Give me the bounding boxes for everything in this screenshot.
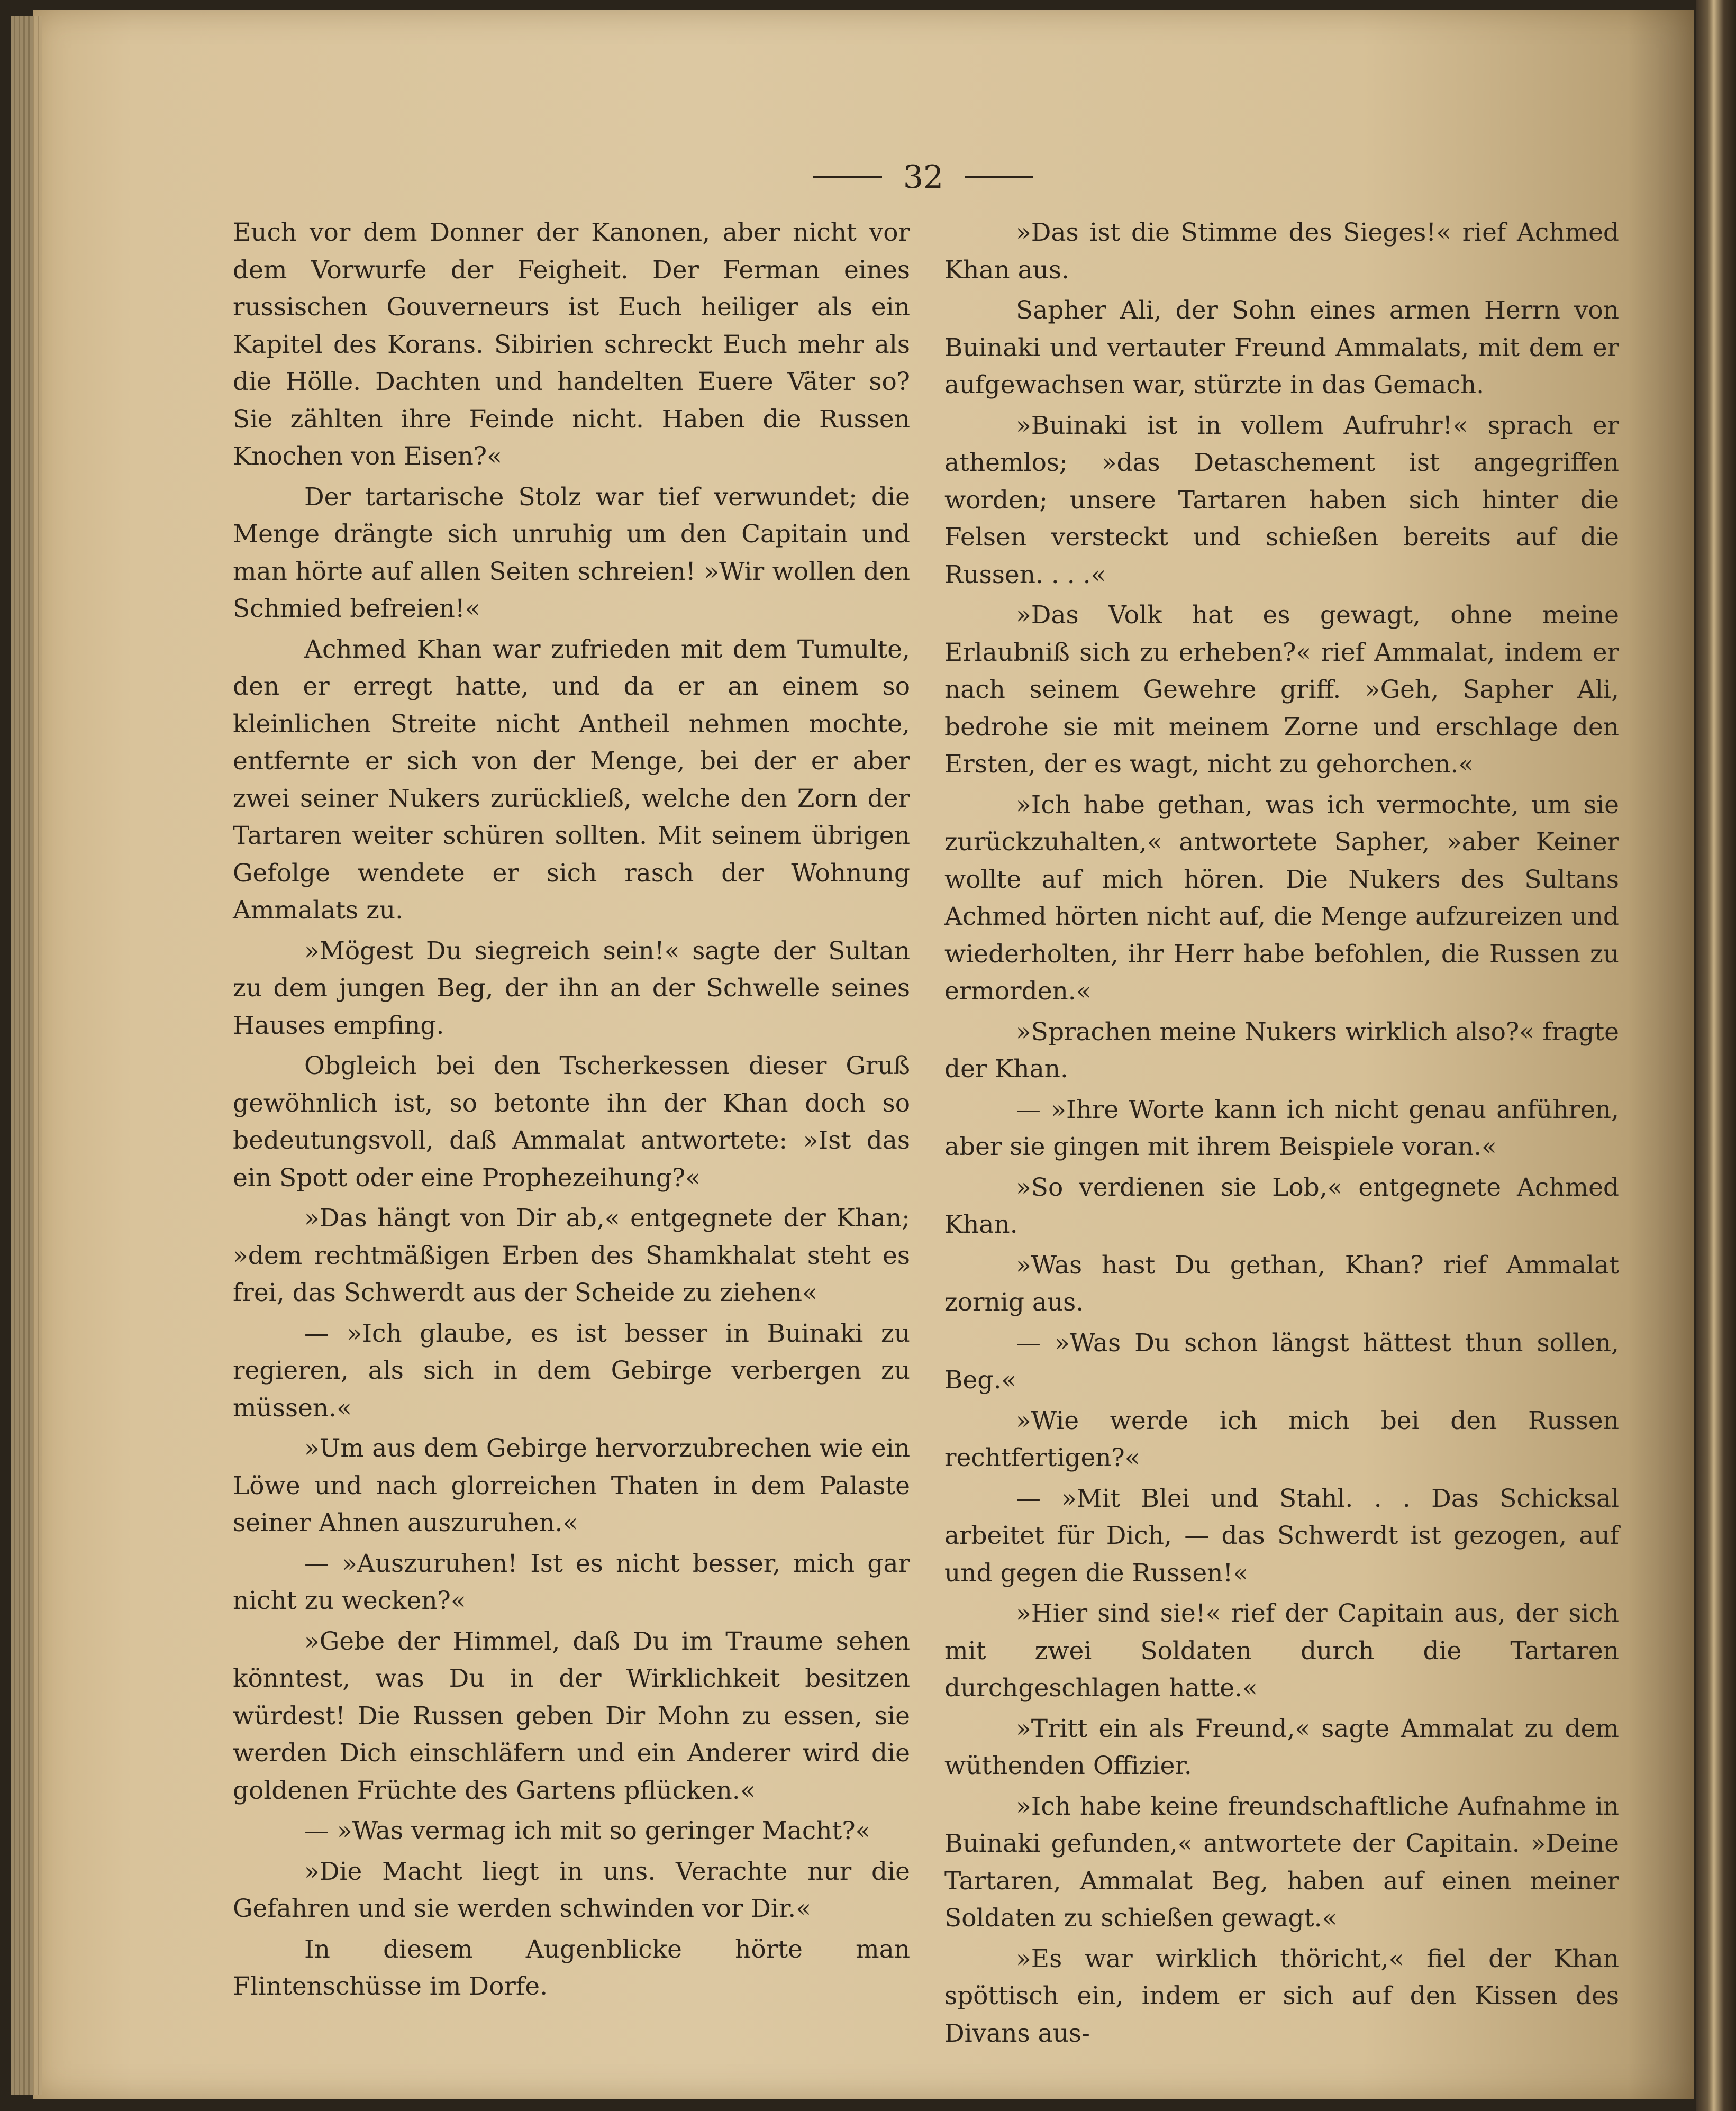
paragraph: Sapher Ali, der Sohn eines armen Herrn von Buinaki und vertauter Freund Ammalats, mit dem er aufgewachsen war, stürzte in das Gemach. [944,296,1619,399]
paragraph: »Die Macht liegt in uns. Verachte nur die Gefahren und sie werden schwinden vor Dir.« [233,1857,910,1923]
paragraph: »Das hängt von Dir ab,« entgegnete der Khan; »dem rechtmäßigen Erben des Shamkhalat steht es frei, das Schwerdt aus der Scheide zu ziehen« [233,1204,910,1307]
book-spine-edge [1696,0,1736,2111]
page-header [799,153,1048,201]
paragraph: — »Was Du schon längst hättest thun sollen, Beg.« [944,1328,1619,1395]
paragraph: — »Ihre Worte kann ich nicht genau anführen, aber sie gingen mit ihrem Beispiele voran.« [944,1095,1619,1161]
paragraph: »Was hast Du gethan, Khan? rief Ammalat zornig aus. [944,1250,1619,1317]
paragraph: Der tartarische Stolz war tief verwundet; die Menge drängte sich unruhig um den Capitain und man hörte auf allen Seiten schreien! »Wir wollen den Schmied befreien!« [233,482,910,623]
header-rule-left [813,176,882,178]
paragraph: Achmed Khan war zufrieden mit dem Tumulte, den er erregt hatte, und da er an einem so kleinlichen Streite nicht Antheil nehmen mochte, entfernte er sich von der Menge, bei der er aber zwei seiner Nukers zurückließ, welche den Zorn der Tartaren weiter schüren sollten. Mit seinem übrigen Gefolge wendete er sich rasch der Wohnung Ammalats zu. [233,634,910,925]
paragraph: Euch vor dem Donner der Kanonen, aber nicht vor dem Vorwurfe der Feigheit. Der Ferman eines russischen Gouverneurs ist Euch heiliger als ein Kapitel des Korans. Sibirien schreckt Euch mehr als die Hölle. Dachten und handelten Euere Väter so? Sie zählten ihre Feinde nicht. Haben die Russen Knochen von Eisen?« [233,218,910,471]
page-edge-left [11,16,42,2095]
paragraph: — »Mit Blei und Stahl. . . Das Schicksal arbeitet für Dich, — das Schwerdt ist gezogen, auf und gegen die Russen!« [944,1484,1619,1588]
paragraph: »Ich habe gethan, was ich vermochte, um sie zurückzuhalten,« antwortete Sapher, »aber Keiner wollte auf mich hören. Die Nukers des Sultans Achmed hörten nicht auf, die Menge aufzureizen und wiederholten, ihr Herr habe befohlen, die Russen zu ermorden.« [944,790,1619,1006]
paragraph: »Tritt ein als Freund,« sagte Ammalat zu dem wüthenden Offizier. [944,1714,1619,1780]
page-number: 32 [903,159,944,196]
paragraph: In diesem Augenblicke hörte man Flintenschüsse im Dorfe. [233,1934,910,2001]
paragraph: »Gebe der Himmel, daß Du im Traume sehen könntest, was Du in der Wirklichkeit besitzen würdest! Die Russen geben Dir Mohn zu essen, sie werden Dich einschläfern und ein Anderer wird die goldenen Früchte des Gartens pflücken.« [233,1626,910,1805]
paragraph: »Buinaki ist in vollem Aufruhr!« sprach er athemlos; »das Detaschement ist angegriffen worden; unsere Tartaren haben sich hinter die Felsen versteckt und schießen bereits auf die Russen. . . .« [944,411,1619,589]
paragraph: Obgleich bei den Tscherkessen dieser Gruß gewöhnlich ist, so betonte ihn der Khan doch so bedeutungsvoll, daß Ammalat antwortete: »Ist das ein Spott oder eine Prophezeihung?« [233,1051,910,1193]
paragraph: »Es war wirklich thöricht,« fiel der Khan spöttisch ein, indem er sich auf den Kissen des Divans aus- [944,1944,1619,2048]
paragraph: »Um aus dem Gebirge hervorzubrechen wie ein Löwe und nach glorreichen Thaten in dem Palaste seiner Ahnen auszuruhen.« [233,1434,910,1537]
paragraph: — »Auszuruhen! Ist es nicht besser, mich gar nicht zu wecken?« [233,1549,910,1615]
left-column [233,214,910,2001]
right-column [944,214,1619,2048]
paragraph: — »Ich glaube, es ist besser in Buinaki zu regieren, als sich in dem Gebirge verbergen zu müssen.« [233,1318,910,1423]
paragraph: »So verdienen sie Lob,« entgegnete Achmed Khan. [944,1172,1619,1239]
paragraph: »Wie werde ich mich bei den Russen rechtfertigen?« [944,1406,1619,1472]
paragraph: — »Was vermag ich mit so geringer Macht?« [304,1816,871,1845]
paragraph: »Mögest Du siegreich sein!« sagte der Sultan zu dem jungen Beg, der ihn an der Schwelle seines Hauses empfing. [233,936,910,1040]
paragraph: »Sprachen meine Nukers wirklich also?« fragte der Khan. [944,1017,1619,1084]
header-rule-right [965,176,1033,178]
paragraph: »Ich habe keine freundschaftliche Aufnahme in Buinaki gefunden,« antwortete der Capitain. »Deine Tartaren, Ammalat Beg, haben auf einen meiner Soldaten zu schießen gewagt.« [944,1791,1619,1933]
paragraph: »Hier sind sie!« rief der Capitain aus, der sich mit zwei Soldaten durch die Tartaren durchgeschlagen hatte.« [944,1599,1619,1703]
paragraph: »Das ist die Stimme des Sieges!« rief Achmed Khan aus. [944,218,1619,285]
paragraph: »Das Volk hat es gewagt, ohne meine Erlaubniß sich zu erheben?« rief Ammalat, indem er nach seinem Gewehre griff. »Geh, Sapher Ali, bedrohe sie mit meinem Zorne und erschlage den Ersten, der es wagt, nicht zu gehorchen.« [944,600,1619,779]
